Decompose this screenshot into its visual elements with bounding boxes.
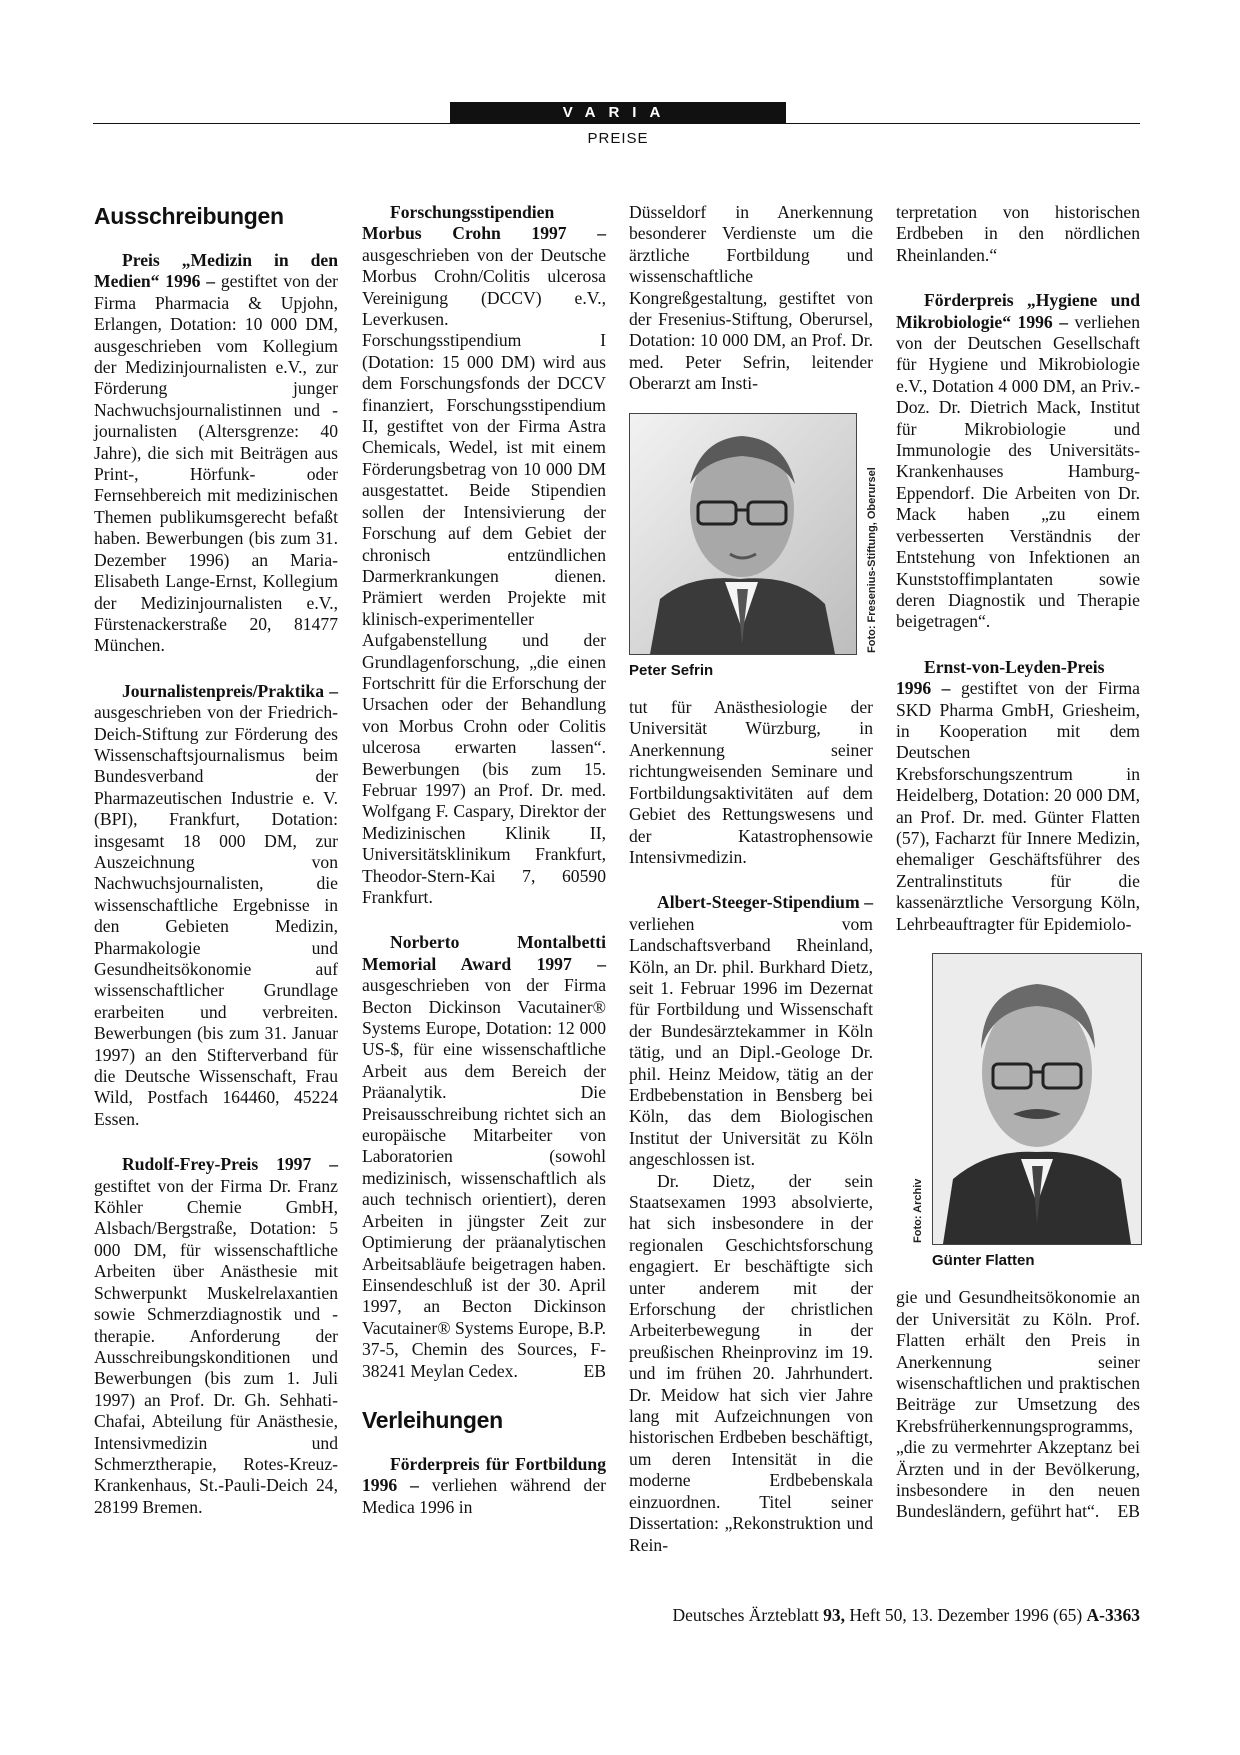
paragraph-lead: Förderpreis „Hygiene und Mikrobiologie“ 1996 –	[896, 290, 1140, 332]
paragraph-lead: Forschungsstipendien Morbus Crohn 1997 –	[362, 202, 606, 244]
paragraph-fortbildung-cont: Düsseldorf in Anerkennung besonderer Verdienste um die ärztliche Fortbildung und wissenschaftliche Kongreßgestaltung, gestiftet von der Fresenius-Stiftung, Oberursel, Dotation: 10 000 DM, an Prof. Dr. med. Peter Sefrin, leitender Oberarzt am Insti-	[629, 202, 873, 394]
photo-caption: Günter Flatten	[932, 1252, 1035, 1269]
paragraph-body: gestiftet von der Firma Pharmacia & Upjohn, Erlangen, Dotation: 10 000 DM, ausgeschrieben vom Kollegium der Medizinjournalisten e.V., zur Förderung junger Nachwuchsjournalistinnen und -journalisten (Altersgrenze: 40 Jahre), die sich mit Beiträgen aus Print-, Hörfunk- oder Fernsehbereich mit medizinischen Themen publikumsgerecht befaßt haben. Bewerbungen (bis zum 31. Dezember 1996) an Maria-Elisabeth Lange-Ernst, Kollegium der Medizinjournalisten e.V., Fürstenackerstraße 20, 81477 München.	[94, 271, 338, 656]
paragraph-body: gestiftet von der Firma SKD Pharma GmbH, Griesheim, in Kooperation mit dem Deutschen Krebsforschungszentrum in Heidelberg, Dotation: 20 000 DM, an Prof. Dr. med. Günter Flatten (57), Facharzt für Innere Medizin, ehemaliger Geschäftsführer des Zentralinstituts für die kassenärztliche Versorgung Köln, Lehrbeauftragter für Epidemiolo-	[896, 678, 1140, 934]
column-2	[362, 202, 606, 1518]
paragraph-body: ausgeschrieben von der Firma Becton Dickinson Vacutainer® Systems Europe, Dotation: 12 000 US-$, für eine wissenschaftliche Arbeit aus dem Bereich der Präanalytik. Die Preisausschreibung richtet sich an europäische Mitarbeiter von Laboratorien (sowohl medizinisch, wissenschaftlich als auch technisch orientiert), deren Arbeiten in jüngster Zeit zur Optimierung der präanalytischen Arbeitsabläufe beigetragen haben. Einsendeschluß ist der 30. April 1997, an Becton Dickinson Vacutainer® Systems Europe, B.P. 37-5, Chemin des Sources, F-38241 Meylan Cedex.	[362, 975, 607, 1381]
paragraph-morbus-crohn	[362, 202, 606, 908]
paragraph-body: gestiftet von der Firma Dr. Franz Köhler Chemie GmbH, Alsbach/Bergstraße, Dotation: 5 000 DM, für wissenschaftliche Arbeiten über Anästhesie mit Schwerpunkt Muskelrelaxantien sowie Schmerzdiagnostik und -therapie. Anforderung der Ausschreibungskonditionen und Bewerbungen (bis zum 1. Juli 1997) an Prof. Dr. Gh. Sehhati-Chafai, Abteilung für Anästhesie, Intensivmedizin und Schmerztherapie, Rotes-Kreuz-Krankenhaus, St.-Pauli-Deich 24, 28199 Bremen.	[94, 1175, 338, 1517]
paragraph-lead: Ernst-von-Leyden-Preis 1996 –	[896, 656, 1105, 699]
author-initials: EB	[1117, 1501, 1140, 1522]
paragraph-lead: Albert-Steeger-Stipendium –	[657, 892, 873, 913]
photo-flatten	[912, 953, 1140, 1271]
portrait-image	[932, 953, 1142, 1245]
paragraph-body: ausgeschrieben von der Friedrich-Deich-Stiftung zur Förderung des Wissenschaftsjournalismus beim Bundesverband der Pharmazeutischen Industrie e. V. (BPI), Frankfurt, Dotation: insgesamt 18 000 DM, zur Auszeichnung von Nachwuchsjournalisten, die wissenschaftliche Ergebnisse in den Gebieten Medizin, Pharmakologie und Gesundheitsökonomie auf wissenschaftlicher Grundlage erarbeiten und verbreiten. Bewerbungen (bis zum 31. Januar 1997) an den Stifterverband für die Deutsche Wissenschaft, Frau Wild, Postfach 164460, 45224 Essen.	[94, 702, 338, 1129]
paragraph-lead: Förderpreis für Fortbildung 1996 –	[362, 1453, 606, 1496]
paragraph-montalbetti	[362, 932, 606, 1382]
paragraph-lead: Journalistenpreis/Praktika –	[122, 680, 338, 701]
paragraph-flatten-cont	[896, 1287, 1140, 1522]
page-number: A-3363	[1086, 1605, 1140, 1625]
section-label: VARIA	[450, 102, 786, 123]
column-1	[94, 202, 338, 1518]
heading-ausschreibungen: Ausschreibungen	[94, 203, 284, 229]
paragraph-dissertation-cont: terpretation von historischen Erdbeben in den nördlichen Rheinlanden.“	[896, 202, 1140, 265]
journal-issue: Heft 50, 13. Dezember 1996 (65)	[845, 1605, 1087, 1625]
paragraph-lead: Norberto Montalbetti Memorial Award 1997 –	[362, 932, 606, 974]
journal-volume: 93,	[823, 1605, 845, 1625]
author-initials: EB	[583, 1360, 606, 1381]
paragraph-dietz: Dr. Dietz, der sein Staatsexamen 1993 absolvierte, hat sich insbesondere in der regionalen Geschichtsforschung engagiert. Er beschäftigte sich unter anderem mit der Erforschung der christlichen Arbeiterbewegung in der preußischen Rheinprovinz im 19. und im frühen 20. Jahrhundert. Dr. Meidow hat sich vier Jahre lang mit Aufzeichnungen von historischen Erdbeben beschäftigt, um deren Intensität in die moderne Erdbebenskala einzuordnen. Titel seiner Dissertation: „Rekonstruktion und Rein-	[629, 1170, 873, 1555]
heading-verleihungen: Verleihungen	[362, 1406, 503, 1433]
paragraph-albert-steeger	[629, 892, 873, 1170]
paragraph-sefrin-cont: tut für Anästhesiologie der Universität Würzburg, in Anerkennung seiner richtungweisenden Seminare und Fortbildungsaktivitäten auf dem Gebiet des Rettungswesens und der Katastrophensowie Intensivmedizin.	[629, 697, 873, 867]
photo-credit: Foto: Fresenius-Stiftung, Oberursel	[866, 466, 878, 653]
portrait-image	[629, 413, 857, 655]
column-4	[896, 202, 1140, 1523]
paragraph-body: verliehen von der Deutschen Gesellschaft für Hygiene und Mikrobiologie e.V., Dotation 4 000 DM, an Priv.-Doz. Dr. Dietrich Mack, Institut für Mikrobiologie und Immunologie des Universitäts-Krankenhauses Hamburg-Eppendorf. Die Arbeiten von Dr. Mack haben „zu einem verbesserten Verständnis der Entstehung von Infektionen an Kunststoffimplantaten sowie deren Diagnostik und Therapie beigetragen“.	[896, 311, 1140, 632]
paragraph-medizin-medien	[94, 250, 338, 657]
paragraph-body: verliehen vom Landschaftsverband Rheinland, Köln, an Dr. phil. Burkhard Dietz, seit 1. Februar 1996 im Dezernat für Fortbildung und Wissenschaft der Bundesärztekammer in Köln tätig, und an Dipl.-Geologe Dr. phil. Heinz Meidow, tätig an der Erdbebenstation in Bensberg bei Köln, das dem Biologischen Institut der Universität zu Köln angeschlossen ist.	[629, 913, 873, 1170]
paragraph-lead: Rudolf-Frey-Preis 1997 –	[122, 1154, 338, 1175]
paragraph-body: gie und Gesundheitsökonomie an der Universität zu Köln. Prof. Flatten erhält den Preis in Anerkennung seiner wisenschaftlichen und praktischen Beiträge zur Umsetzung des Krebsfrüherkennungsprogramms, „die zu vermehrter Akzeptanz bei Ärzten und in der Bevölkerung, insbesondere in den neuen Bundesländern, geführt hat“.	[896, 1287, 1140, 1522]
paragraph-hygiene	[896, 290, 1140, 633]
paragraph-body: ausgeschrieben von der Deutsche Morbus Crohn/Colitis ulcerosa Vereinigung (DCCV) e.V., Leverkusen. Forschungsstipendium I (Dotation: 15 000 DM) wird aus dem Forschungsfonds der DCCV finanziert, Forschungsstipendium II, gestiftet von der Firma Astra Chemicals, Wedel, ist mit einem Förderungsbetrag von 10 000 DM ausgestattet. Beide Stipendien sollen der Intensivierung der Forschung auf dem Gebiet der chronisch entzündlichen Darmerkrankungen dienen. Prämiert werden Projekte mit klinisch-experimenteller Aufgabenstellung und der Grundlagenforschung, „die einen Fortschritt für die Erforschung der Ursachen oder der Behandlung von Morbus Crohn oder Colitis ulcerosa erwarten lassen“. Bewerbungen (bis zum 15. Februar 1997) an Prof. Dr. med. Wolfgang F. Caspary, Direktor der Medizinischen Klinik II, Universitätsklinikum Frankfurt, Theodor-Stern-Kai 7, 60590 Frankfurt.	[362, 244, 606, 907]
subsection-label: PREISE	[587, 130, 649, 147]
portrait-sefrin-graphic	[630, 414, 856, 654]
paragraph-leyden	[896, 657, 1140, 935]
photo-caption: Peter Sefrin	[629, 661, 714, 679]
photo-credit: Foto: Archiv	[912, 1178, 924, 1243]
paragraph-body: verliehen während der Medica 1996 in	[362, 1475, 607, 1517]
photo-sefrin	[629, 413, 878, 681]
header-rule	[93, 123, 1140, 124]
paragraph-journalistenpreis	[94, 681, 338, 1131]
paragraph-lead: Preis „Medizin in den Medien“ 1996 –	[94, 250, 338, 292]
paragraph-rudolf-frey	[94, 1154, 338, 1518]
journal-name: Deutsches Ärzteblatt	[672, 1605, 824, 1625]
portrait-flatten-graphic	[933, 954, 1141, 1244]
paragraph-fortbildung	[362, 1454, 606, 1518]
page-footer	[94, 1605, 1140, 1626]
column-3	[629, 202, 878, 1556]
